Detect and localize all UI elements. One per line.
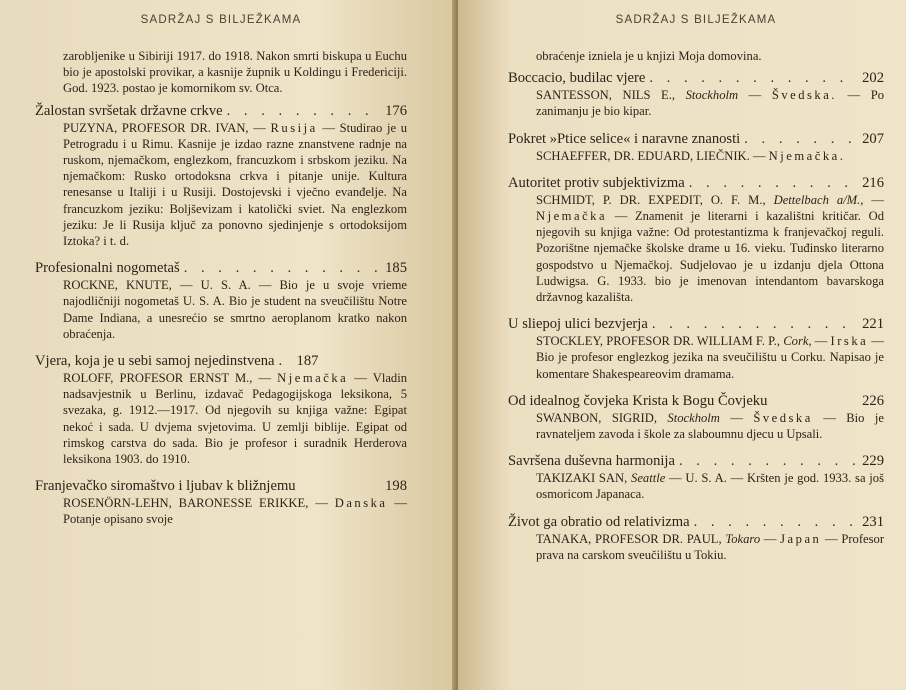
toc-entry: [508, 393, 884, 442]
entry-country: Švedska.: [771, 88, 837, 103]
toc-entry: [508, 175, 884, 305]
continuation-text: obraćenje izniela je u knjizi Moja domovina.: [536, 49, 762, 63]
toc-entry: [508, 131, 884, 164]
entry-page: 226: [862, 392, 884, 409]
toc-entry: [35, 103, 407, 250]
entry-country: U. S. A.: [685, 471, 727, 486]
entry-author: ROSENÖRN-LEHN, BARONESSE ERIKKE,: [63, 496, 309, 511]
entry-title: Vjera, koja je u sebi samoj nejedinstvena: [35, 353, 275, 370]
entry-place: Cork,: [783, 334, 812, 349]
entry-author: SCHMIDT, P. DR. EXPEDIT, O. F. M.,: [536, 192, 766, 207]
continuation-text: zarobljenike u Sibiriji 1917. do 1918. Nakon smrti biskupa u Euchu bio je apostolski provikar, a kasnije župnik u Koldingu i Fredericiji. God. 1923. postao je komornikom sv. Otca.: [63, 49, 407, 96]
entry-country: Njemačka: [536, 209, 608, 224]
entry-place: Tokaro: [725, 531, 761, 546]
entry-author: SWANBON, SIGRID,: [536, 410, 657, 425]
entry-page: 221: [862, 316, 884, 333]
entry-text: Bio je u svoje vrieme najodličniji nogometaš U. S. A. Bio je student na sveučilištu Notre Dame Indiana, a unesrećio se smrtno aeroplanom kratko nakon obraćenja.: [63, 278, 408, 341]
entry-place: Stockholm: [667, 410, 720, 425]
toc-entry: [508, 514, 884, 563]
entry-country: Irska: [830, 334, 869, 349]
entry-title: Profesionalni nogometaš: [35, 260, 180, 277]
entry-text: Po zanimanju je bio kipar.: [536, 88, 884, 119]
entry-country: Danska: [334, 496, 388, 511]
entry-country: Njemačka.: [768, 148, 846, 163]
toc-entry: [508, 70, 884, 119]
entry-text: Kršten je god. 1933. sa još osmoricom Japanaca.: [536, 471, 884, 502]
entry-title: Autoritet protiv subjektivizma: [508, 174, 685, 191]
entry-title: Žalostan svršetak državne crkve: [35, 102, 223, 119]
toc-entry: [508, 453, 884, 502]
entry-text: Bio je ravnateljem zavoda i škole za slaboumnu djecu u Upsali.: [536, 410, 884, 442]
entry-note: TAKIZAKI SAN, Seattle — U. S. A. — Kršten je god. 1933. sa još osmoricom Japanaca.: [536, 471, 884, 502]
entry-note: SWANBON, SIGRID, Stockholm — Švedska — Bio je ravnateljem zavoda i škole za slaboumnu djecu u Upsali.: [536, 410, 884, 442]
entry-page: 198: [385, 478, 407, 495]
entry-title: Od idealnog čovjeka Krista k Bogu Čovjeku: [508, 392, 768, 409]
entry-country: Rusija: [270, 120, 318, 135]
entry-title: Boccacio, budilac vjere: [508, 70, 646, 87]
entry-place: Seattle: [631, 471, 666, 486]
entry-text: Bio je profesor englezkog jezika na sveučilištu u Corku. Napisao je komentare Shakespeareovim dramama.: [536, 350, 884, 381]
entry-note: ROSENÖRN-LEHN, BARONESSE ERIKKE, — Danska — Potanje opisano svoje: [63, 496, 408, 527]
entry-note: STOCKLEY, PROFESOR DR. WILLIAM F. P., Cork, — Irska — Bio je profesor englezkog jezika na sveučilištu u Corku. Napisao je komentare Shakespeareovim dramama.: [536, 334, 885, 381]
toc-entry: [35, 353, 407, 467]
entry-page: 202: [862, 70, 884, 87]
entry-author: ROLOFF, PROFESOR ERNST M.,: [63, 371, 253, 386]
entry-author: TAKIZAKI SAN,: [536, 471, 628, 486]
entry-note: PUZYNA, PROFESOR DR. IVAN, — Rusija — Studirao je u Petrogradu i u Rimu. Kasnije je izdao razne znanstvene radnje na ruskom, njemačkom, englezkom, francuzkom i srbskom jeziku. Na njemačkom: Rusko ortodoksna crkva i pitanje unije. Kultura renesanse u Italiji i u Rusiji. Dostojevski i vječno evanđelje. Na francuzkom jeziku: Boljševizam i katolički sviet. Na englezkom jeziku: Je li Rusija ključ za ponovno sjedinjenje s ortodoksijom Iztoka? i t. d.: [63, 120, 408, 249]
entry-title: Pokret »Ptice selice« i naravne znanosti: [508, 130, 741, 147]
entry-country: Švedska: [753, 410, 813, 425]
entry-text: Potanje opisano svoje: [63, 512, 173, 527]
entry-page: 216: [862, 174, 884, 191]
entry-page: 207: [862, 130, 884, 147]
entry-text: Studirao je u Petrogradu i u Rimu. Kasnije je izdao razne znanstvene radnje na ruskom, njemačkom, englezkom, francuzkom i srbskom jeziku. Na njemačkom: Rusko ortodoksna crkva i pitanje unije. Kultura renesanse u Italiji i u Rusiji. Dostojevski i vječno evanđelje. Na francuzkom jeziku: Boljševizam i katolički sviet. Na englezkom jeziku: Je li Rusija ključ za ponovno sjedinjenje s ortodoksijom Iztoka? i t. d.: [63, 120, 408, 249]
toc-entry: [508, 316, 884, 382]
page-header: SADRŽAJ S BILJEŽKAMA: [140, 14, 302, 26]
entry-title: Život ga obratio od relativizma: [508, 513, 690, 530]
entry-page: 229: [862, 453, 884, 470]
entry-text: Znamenit je literarni i kazalištni kritičar. Od njegovih su knjiga važne: Od protestantizma k franjevačkoj reguli. Pozorištne njemačke školske drame u 16. vieku. Tuđinsko literarno gospodstvo u Njemačkoj. Sudjelovao je u izdanju djela Ottona Ludwigsa. G. 1933. bio je imenovan intendantom bavarskoga državnog kazališta.: [536, 209, 884, 305]
toc-entry: [35, 260, 407, 342]
entry-page: 187: [296, 353, 319, 370]
entry-note: SCHMIDT, P. DR. EXPEDIT, O. F. M., Dettelbach a/M., — Njemačka — Znamenit je literarni i kazalištni kritičar. Od njegovih su knjiga važne: Od protestantizma k franjevačkoj reguli. Pozorištne njemačke školske drame u 16. vieku. Tuđinsko literarno gospodstvo u Njemačkoj. Sudjelovao je u izdanju djela Ottona Ludwigsa. G. 1933. bio je imenovan intendantom bavarskoga državnog kazališta.: [536, 192, 884, 305]
entry-title: Savršena duševna harmonija: [508, 453, 675, 470]
entry-note: SANTESSON, NILS E., Stockholm — Švedska. — Po zanimanju je bio kipar.: [536, 88, 884, 119]
right-page: [458, 0, 906, 690]
entry-page: 185: [385, 260, 407, 277]
entry-author: ROCKNE, KNUTE,: [63, 278, 172, 293]
entry-note: SCHAEFFER, DR. EDUARD, LIEČNIK. — Njemačka.: [536, 148, 846, 163]
entry-country: Japan: [780, 531, 822, 546]
entry-author: PUZYNA, PROFESOR DR. IVAN,: [63, 120, 249, 135]
entry-author: TANAKA, PROFESOR DR. PAUL,: [536, 531, 722, 546]
entry-title: Franjevačko siromaštvo i ljubav k bližnjemu: [35, 478, 296, 495]
entry-country: Njemačka: [277, 371, 349, 386]
entry-author: SANTESSON, NILS E.,: [536, 88, 676, 103]
entry-author: STOCKLEY, PROFESOR DR. WILLIAM F. P.,: [536, 334, 781, 349]
entry-note: TANAKA, PROFESOR DR. PAUL, Tokaro — Japan — Profesor prava na carskom sveučilištu u Tokiu.: [536, 531, 885, 562]
toc-entry: [35, 478, 407, 527]
page-header: SADRŽAJ S BILJEŽKAMA: [615, 14, 777, 26]
entry-author: SCHAEFFER, DR. EDUARD, LIEČNIK.: [536, 148, 750, 163]
entry-text: Profesor prava na carskom sveučilištu u Tokiu.: [536, 531, 885, 562]
entry-title: U sliepoj ulici bezvjerja: [508, 316, 648, 333]
entry-page: 176: [385, 102, 407, 119]
entry-country: U. S. A.: [200, 278, 251, 293]
entry-place: Stockholm: [685, 88, 739, 103]
entry-note: ROCKNE, KNUTE, — U. S. A. — Bio je u svoje vrieme najodličniji nogometaš U. S. A. Bio je student na sveučilištu Notre Dame Indiana, a unesrećio se smrtno aeroplanom kratko nakon obraćenja.: [63, 278, 408, 341]
entry-page: 231: [862, 513, 884, 530]
entry-place: Dettelbach a/M.,: [773, 192, 864, 207]
entry-text: Vladin nadsavjestnik u Berlinu, izdavač Pedagogijskoga leksikona, 5 svezaka, g. 1912.—1917. Od njegovih su knjiga važne: Egipat nekoć i sada. U dvjema svjetovima. U zemlji biblije. Egipat od rimskog carstva do sada. Bio je profesor i suradnik Herderova leksikona 1903. do 1910.: [63, 371, 407, 467]
entry-note: ROLOFF, PROFESOR ERNST M., — Njemačka — Vladin nadsavjestnik u Berlinu, izdavač Pedagogijskoga leksikona, 5 svezaka, g. 1912.—1917. Od njegovih su knjiga važne: Egipat nekoć i sada. U dvjema svjetovima. U zemlji biblije. Egipat od rimskog carstva do sada. Bio je profesor i suradnik Herderova leksikona 1903. do 1910.: [63, 371, 407, 467]
